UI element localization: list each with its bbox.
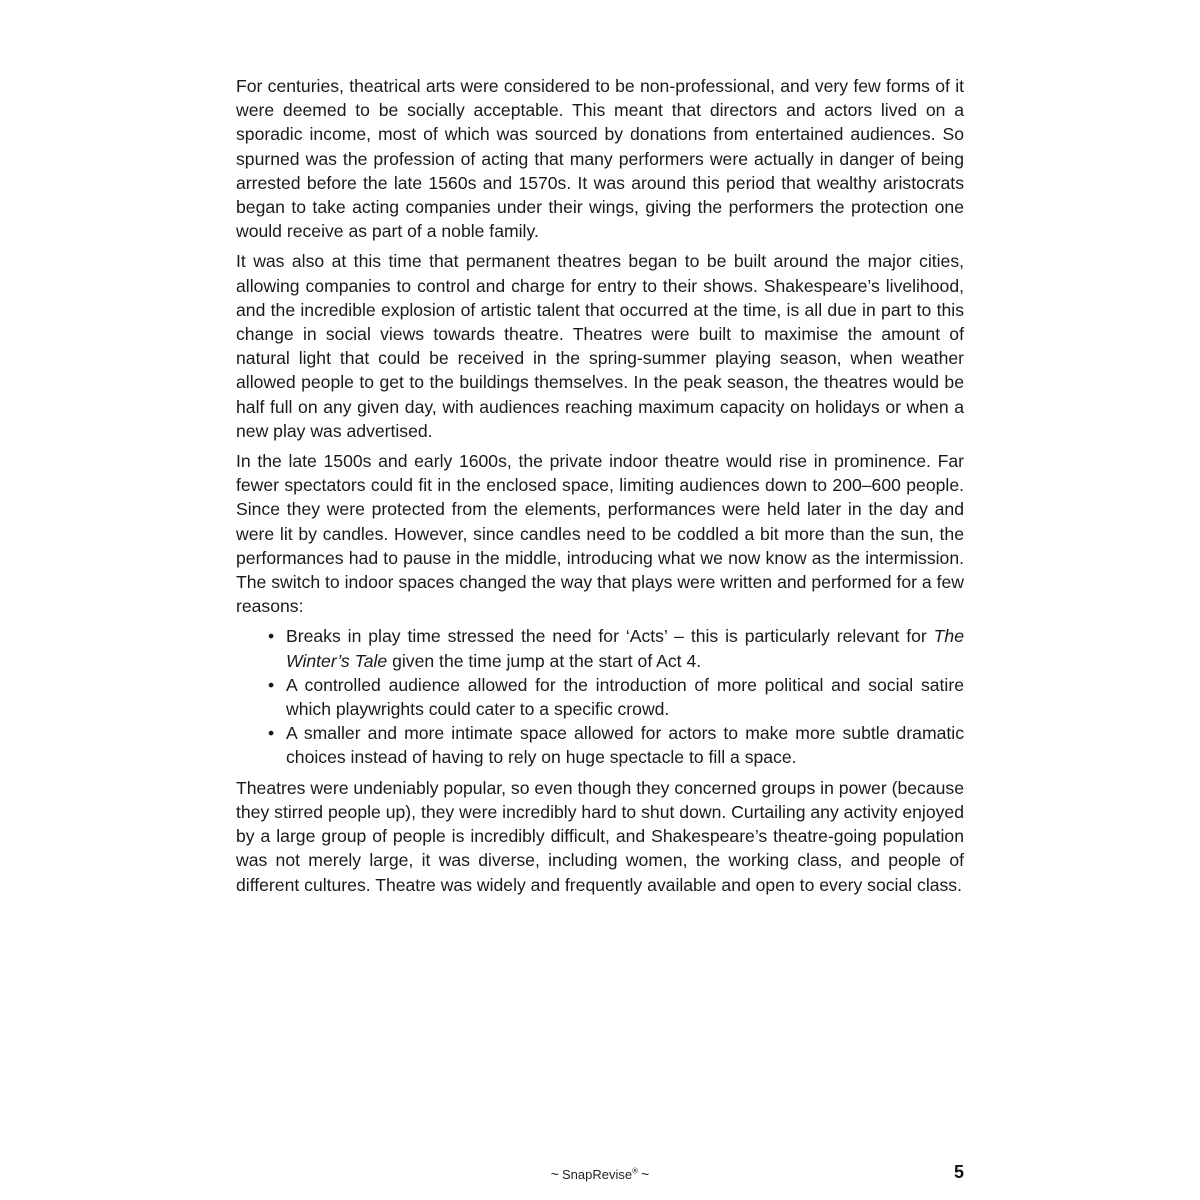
page-number: 5 [953,1162,964,1182]
bullet-list [236,624,964,769]
tilde-left-icon: ~ [550,1166,559,1182]
list-item [268,673,964,721]
bullet-icon: • [268,723,275,744]
trademark-symbol: ® [632,1166,638,1176]
paragraph-permanent-theatres: It was also at this time that permanent theatres began to be built around the major cities, allowing companies to control and charge for entry to their shows. Shakespeare’s livelihood, and the incredible explosion of artistic talent that occurred at the time, is all due in part to this change in social views towards theatre. Theatres were built to maximise the amount of natural light that could be received in the spring-summer playing season, when weather allowed people to get to the buildings themselves. In the peak season, the theatres would be half full on any given day, with audiences reaching maximum capacity on holidays or when a new play was advertised. [236,251,964,441]
page-footer [0,1160,1200,1188]
brand-name: SnapRevise [561,1167,633,1182]
page-body [236,74,964,903]
list-item-text-end: given the time jump at the start of Act 4. [387,650,702,671]
list-item-text: A controlled audience allowed for the introduction of more political and social satire which playwrights could cater to a specific crowd. [286,674,964,720]
bullet-icon: • [268,674,275,695]
paragraph-history: For centuries, theatrical arts were considered to be non-professional, and very few forms of it were deemed to be socially acceptable. This meant that directors and actors lived on a sporadic income, most of which was sourced by donations from entertained audiences. So spurned was the profession of acting that many performers were actually in danger of being arrested before the late 1560s and 1570s. It was around this period that wealthy aristocrats began to take acting companies under their wings, giving the performers the protection one would receive as part of a noble family. [236,76,964,242]
list-item-text: Breaks in play time stressed the need for ‘Acts’ – this is particularly relevant for [286,626,934,647]
tilde-right-icon: ~ [641,1166,650,1182]
paragraph-closing: Theatres were undeniably popular, so even though they concerned groups in power (because they stirred people up), they were incredibly hard to shut down. Curtailing any activity enjoyed by a large group of people is incredibly difficult, and Shakespeare’s theatre-going population was not merely large, it was diverse, including women, the working class, and people of different cultures. Theatre was widely and frequently available and open to every social class. [236,777,964,895]
paragraph-indoor-theatre: In the late 1500s and early 1600s, the private indoor theatre would rise in prominence. Far fewer spectators could fit in the enclosed space, limiting audiences down to 200–600 people. Since they were protected from the elements, performances were held later in the day and were lit by candles. However, since candles need to be coddled a bit more than the sun, the performances had to pause in the middle, introducing what we now know as the intermission. The switch to indoor spaces changed the way that plays were written and performed for a few reasons: [236,451,964,617]
list-item-text: A smaller and more intimate space allowed for actors to make more subtle dramatic choices instead of having to rely on huge spectacle to fill a space. [286,723,964,768]
bullet-icon: • [268,626,275,647]
footer-brand [0,1166,1200,1182]
list-item [268,721,964,769]
play-title: The Winter’s Tale [286,626,964,671]
list-item [268,624,964,672]
